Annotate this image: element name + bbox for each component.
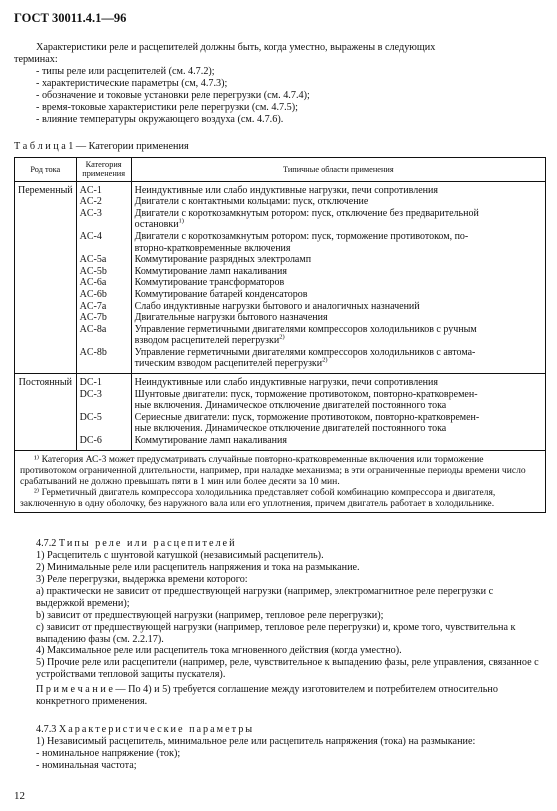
- area-line-text: тическим взводом расцепителей перегрузки: [134, 358, 323, 370]
- paragraph: 5) Прочие реле или расцепители (например, реле, чувствительное к выпадению фазы, реле управления, связанное с устройствами тепловой защиты пускателя).: [36, 657, 539, 681]
- area-line: Коммутирование разрядных электроламп: [134, 254, 312, 266]
- paragraph: a) практически не зависит от предшествующей нагрузки (например, электромагнитное реле перегрузки с выдержкой времени);: [36, 585, 494, 609]
- category-code: AC-5a: [79, 254, 107, 266]
- note-2-text: Герметичный двигатель компрессора холодильника представляет собой комбинацию компрессора и двигателя, заключенную в одну оболочку, без наружного вала или его уплотнения, причем двигатель работает в холодильнике.: [20, 486, 496, 509]
- area-line-with-note: [135, 219, 542, 231]
- area-line: Коммутирование батарей конденсаторов: [134, 288, 308, 300]
- category-code: DC-3: [79, 388, 102, 400]
- col-header-areas: Типичные области применения: [131, 158, 545, 182]
- page-number: 12: [14, 790, 25, 802]
- paragraph: 1) Независимый расцепитель, минимальное реле или расцепитель напряжения (тока) на размыкание:: [36, 735, 476, 747]
- area-line: Сериесные двигатели: пуск, торможение противотоком, повторно-кратковремен-: [134, 411, 480, 423]
- paragraph: c) зависит от предшествующей нагрузки (например, тепловое реле перегрузки) и, кроме того, чувствительна к выпадению фазы (см. 2.2.17).: [36, 621, 516, 645]
- area-line-with-note: [135, 358, 542, 370]
- area-line: ные включения. Динамическое отключение двигателей постоянного тока: [134, 400, 447, 412]
- intro-lead-line1: Характеристики реле и расцепителей должны быть, когда уместно, выражены в следующих: [36, 42, 436, 53]
- category-code: DC-1: [79, 377, 102, 389]
- category-code: [80, 400, 128, 412]
- category-code: [80, 358, 128, 370]
- category-code: AC-1: [79, 184, 102, 196]
- category-code: AC-7b: [79, 312, 107, 324]
- paragraph: 1) Расцепитель с шунтовой катушкой (независимый расцепитель).: [36, 549, 324, 561]
- section-number: 4.7.2: [36, 538, 57, 549]
- paragraph: 3) Реле перегрузки, выдержка времени которого:: [36, 573, 248, 585]
- table-notes: [15, 450, 546, 512]
- paragraph: b) зависит от предшествующей нагрузки (например, тепловое реле перегрузки);: [36, 609, 384, 621]
- document-header: ГОСТ 30011.4.1—96: [14, 11, 127, 25]
- paragraph: 2) Минимальные реле или расцепитель напряжения и тока на размыкание.: [36, 561, 360, 573]
- category-code: AC-7a: [79, 300, 107, 312]
- category-code: DC-6: [79, 435, 102, 447]
- intro-item: - время-токовые характеристики реле перегрузки (см. 4.7.5);: [36, 101, 298, 113]
- category-code: [80, 423, 128, 435]
- section-4-7-3: [36, 724, 543, 772]
- table-header-row: [15, 158, 546, 182]
- table-note-2: [20, 487, 540, 509]
- table-caption-prefix: Т а б л и ц а: [14, 141, 66, 152]
- ac-categories-cell: [76, 181, 131, 374]
- area-line: Шунтовые двигатели: пуск, торможение противотоком, повторно-кратковремен-: [134, 388, 478, 400]
- area-line-text: остановки: [134, 219, 179, 231]
- ac-areas-cell: [131, 181, 545, 374]
- note-2-mark: ²⁾: [34, 486, 40, 498]
- category-code: AC-2: [79, 196, 102, 208]
- intro-item: - характеристические параметры (см, 4.7.3);: [36, 77, 228, 89]
- area-line-text: взводом расцепителей перегрузки: [134, 335, 280, 347]
- area-line: вторно-кратковременные включения: [134, 242, 291, 254]
- note-1-text: Категория АС-3 может предусматривать случайные повторно-кратковременные включения или торможение противотоком ограниченной длительности, например, при наладке механизма; в эти ограниченные периоды времени число срабатываний не должно превышать пяти в 1 мин или более десяти за 10 мин.: [20, 453, 526, 487]
- col-header-category: Категория применения: [76, 158, 131, 182]
- dc-categories-cell: [76, 374, 131, 451]
- intro-section: [14, 42, 543, 126]
- table-notes-row: [15, 450, 546, 512]
- current-type-dc: Постоянный: [15, 374, 77, 451]
- current-type-ac: Переменный: [15, 181, 77, 374]
- category-code: AC-6a: [79, 277, 107, 289]
- category-code: AC-3: [79, 207, 102, 219]
- intro-item: - обозначение и токовые установки реле перегрузки (см. 4.7.4);: [36, 89, 310, 101]
- category-code: AC-8a: [79, 323, 107, 335]
- category-code: AC-5b: [79, 265, 107, 277]
- category-code: DC-5: [79, 411, 102, 423]
- dc-areas-cell: [131, 374, 545, 451]
- table-caption-text: 1 — Категории применения: [65, 141, 189, 152]
- footnote-ref-2: 2): [279, 333, 285, 341]
- area-line: Двигатели с короткозамкнутым ротором: пуск, отключение без предварительной: [134, 207, 479, 219]
- intro-item: - влияние температуры окружающего воздуха (см. 4.7.6).: [36, 113, 284, 125]
- list-item: - номинальное напряжение (ток);: [36, 747, 181, 759]
- area-line: Двигатели с короткозамкнутым ротором: пуск, торможение противотоком, по-: [134, 230, 469, 242]
- intro-lead-line2: терминах:: [14, 53, 58, 65]
- table-row-dc: [15, 374, 546, 451]
- section-4-7-2: [36, 538, 543, 708]
- intro-item: - типы реле или расцепителей (см. 4.7.2);: [36, 65, 215, 77]
- list-item: - номинальная частота;: [36, 759, 137, 771]
- area-line: Слабо индуктивные нагрузки бытового и аналогичных назначений: [134, 300, 420, 312]
- area-line: Управление герметичными двигателями компрессоров холодильников с автома-: [134, 346, 476, 358]
- footnote-ref-2: 2): [322, 357, 328, 365]
- category-code: [80, 219, 128, 231]
- table-caption: [14, 141, 189, 153]
- section-title: Типы реле или расцепителей: [58, 538, 237, 549]
- category-code: [80, 243, 128, 255]
- area-line: Неиндуктивные или слабо индуктивные нагрузки, печи сопротивления: [134, 184, 438, 196]
- paragraph: 4) Максимальное реле или расцепитель тока мгновенного действия (когда уместно).: [36, 645, 402, 657]
- note-1-mark: ¹⁾: [34, 453, 40, 465]
- note-text: — По 4) и 5) требуется соглашение между изготовителем и потребителем относительно конкретного применения.: [36, 684, 498, 708]
- table-row-ac: [15, 181, 546, 374]
- area-line: Коммутирование трансформаторов: [134, 277, 285, 289]
- category-code: AC-6b: [79, 288, 107, 300]
- col-header-current: Род тока: [15, 158, 77, 182]
- area-line: Коммутирование ламп накаливания: [134, 435, 287, 447]
- note-paragraph: [36, 684, 543, 708]
- note-label: П р и м е ч а н и е: [36, 684, 113, 696]
- section-heading: [36, 538, 543, 550]
- area-line: Неиндуктивные или слабо индуктивные нагрузки, печи сопротивления: [134, 377, 438, 389]
- section-number: 4.7.3: [36, 724, 57, 735]
- section-title: Характеристические параметры: [58, 724, 255, 735]
- category-code: AC-4: [79, 230, 102, 242]
- categories-table: [14, 157, 546, 513]
- area-line: ные включения. Динамическое отключение двигателей постоянного тока: [134, 423, 447, 435]
- area-line: Коммутирование ламп накаливания: [134, 265, 287, 277]
- area-line: Двигательные нагрузки бытового назначения: [134, 312, 328, 324]
- area-line: Управление герметичными двигателями компрессоров холодильников с ручным: [134, 323, 477, 335]
- footnote-ref-1: 1): [178, 218, 184, 226]
- section-heading: [36, 724, 543, 736]
- area-line-with-note: [135, 335, 542, 347]
- area-line: Двигатели с контактными кольцами: пуск, отключение: [134, 196, 369, 208]
- category-code: AC-8b: [79, 346, 107, 358]
- table-note-1: [20, 454, 540, 487]
- category-code: [80, 335, 128, 347]
